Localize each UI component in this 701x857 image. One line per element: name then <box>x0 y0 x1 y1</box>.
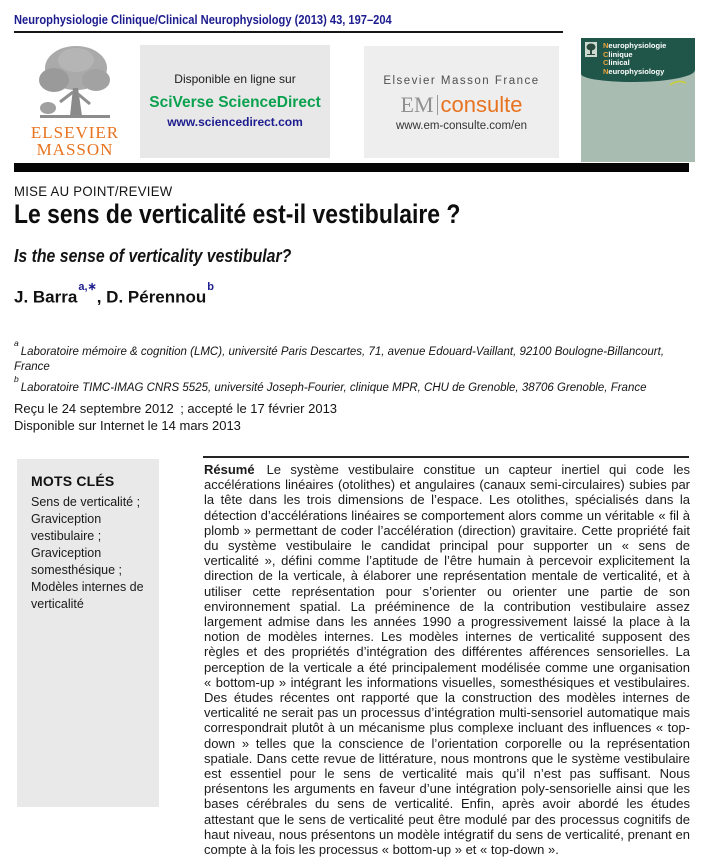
emconsulte-divider-bar <box>437 95 438 115</box>
sciverse-sciencedirect-link[interactable]: SciVerse ScienceDirect <box>149 94 321 111</box>
author-footnote-marker: a,∗ <box>78 281 97 293</box>
cover-title-line: Clinical <box>603 58 630 68</box>
affiliation-a: $^a$Laboratoire mémoire & cognition (LMC), université Paris Descartes, 71, avenue Edouard-Vaillant, 92100 Boulogne-Billancourt, France <box>14 338 665 373</box>
keyword-item: Graviception vestibulaire ; <box>31 512 102 543</box>
cover-title-line: Neurophysiologie <box>603 41 667 50</box>
author-footnote-marker: b <box>207 281 215 293</box>
keywords-heading: MOTS CLÉS <box>31 473 115 489</box>
author-name: D. Pérennou <box>106 287 207 307</box>
authors-line <box>14 281 215 308</box>
received-date-line: Reçu le 24 septembre 2012 ; accepté le 17 février 2013 <box>14 401 338 416</box>
journal-citation: Neurophysiologie Clinique/Clinical Neurophysiology (2013) 43, 197–204 <box>14 13 392 27</box>
cover-title-line: Clinique <box>603 49 633 59</box>
article-title-en: Is the sense of verticality vestibular? <box>14 246 292 266</box>
emconsulte-url-link[interactable]: www.em-consulte.com/en <box>395 120 528 132</box>
cover-journal-title <box>603 42 666 76</box>
cover-elsevier-tree-icon <box>585 42 597 57</box>
emconsulte-brand-consulte: consulte <box>440 92 523 117</box>
article-title-fr: Le sens de verticalité est-il vestibulaire ? <box>14 199 461 229</box>
keywords-box <box>17 459 159 807</box>
cover-title-line: Neurophysiology <box>603 66 665 76</box>
abstract-label: Résumé <box>204 462 255 477</box>
emconsulte-box <box>364 46 559 158</box>
affiliations-block <box>14 340 692 396</box>
keyword-item: Modèles internes de verticalité <box>31 580 144 611</box>
journal-cover-thumbnail <box>581 38 695 162</box>
abstract-paragraph <box>204 462 690 857</box>
emconsulte-brand-em: EM <box>400 92 434 117</box>
section-label: MISE AU POINT/REVIEW <box>14 183 173 199</box>
sciencedirect-url-link[interactable]: www.sciencedirect.com <box>167 115 303 129</box>
elsevier-tree-icon <box>16 42 134 124</box>
cover-leaf-icon <box>669 74 687 92</box>
header-rule <box>14 31 563 33</box>
emconsulte-tagline: Elsevier Masson France <box>383 75 540 87</box>
sciencedirect-box <box>140 45 330 158</box>
emconsulte-link[interactable] <box>364 93 559 117</box>
authors-separator: , <box>96 287 107 307</box>
abstract-rule <box>203 456 689 458</box>
keyword-item: Graviception somesthésique ; <box>31 546 123 577</box>
keyword-item: Sens de verticalité ; <box>31 495 141 509</box>
section-divider-bar <box>14 163 689 172</box>
online-date-line: Disponible sur Internet le 14 mars 2013 <box>14 417 241 433</box>
elsevier-logo-text-line1: ELSEVIER <box>30 123 120 142</box>
sciencedirect-tagline: Disponible en ligne sur <box>174 72 296 86</box>
dates-block <box>14 401 337 434</box>
affiliation-b: $^b$Laboratoire TIMC-IMAG CNRS 5525, université Joseph-Fourier, clinique MPR, CHU de Grenoble, 38706 Grenoble, France <box>14 373 647 394</box>
elsevier-masson-logo <box>16 42 134 160</box>
elsevier-logo-text-line2: MASSON <box>36 140 114 159</box>
author-name: J. Barra <box>14 287 78 307</box>
abstract-text: Le système vestibulaire constitue un capteur inertiel qui code les accélérations linéaires (otolithes) et angulaires (canaux semi-circulaires) subies par la tête dans les trois dimensions de l’espace. Les otolithes, spécialisés dans la détection d’accélérations linéaires se comportement alors comme un véritable « fil à plomb » permettant de coder l’accélération (direction) gravitaire. Cette propriété fait du système vestibulaire le candidat principal pour supporter un « sens de verticalité », défini comme l’aptitude de l’être humain à percevoir explicitement la direction de la verticale, à élaborer une représentation mentale de verticalité, et à utiliser cette représentation pour s’orienter ou orienter une partie de son environnement spatial. La prééminence de la contribution vestibulaire assez largement admise dans les années 1990 a progressivement laissé la place à la notion de modèles internes. Les modèles internes de verticalité supposent des règles et des propriétés d’intégration des différentes afférences sensorielles. La perception de la verticale a été principalement modélisée comme une organisation « bottom-up » intégrant les informations visuelles, somesthésiques et vestibulaires. Des études récentes ont rapporté que la construction des modèles internes de verticalité ne serait pas un processus d’intégration multi-sensoriel automatique mais correspondrait plutôt à un mécanisme plus complexe incluant des influences « top-down » telles que la conscience de l’orientation corporelle ou la représentation spatiale. Dans cette revue de littérature, nous montrons que le système vestibulaire est essentiel pour le sens de verticalité mais qu’il n’est pas suffisant. Nous présentons les arguments en faveur d’une intégration poly-sensorielle ainsi que les bases cérébrales du sens de verticalité. Enfin, après avoir abordé les études attestant que le sens de verticalité peut être modulé par des processus cognitifs de haut niveau, nous présentons un modèle intégratif du sens de verticalité, prenant en compte à la fois les processus « bottom-up » et « top-down ». <box>204 462 690 857</box>
